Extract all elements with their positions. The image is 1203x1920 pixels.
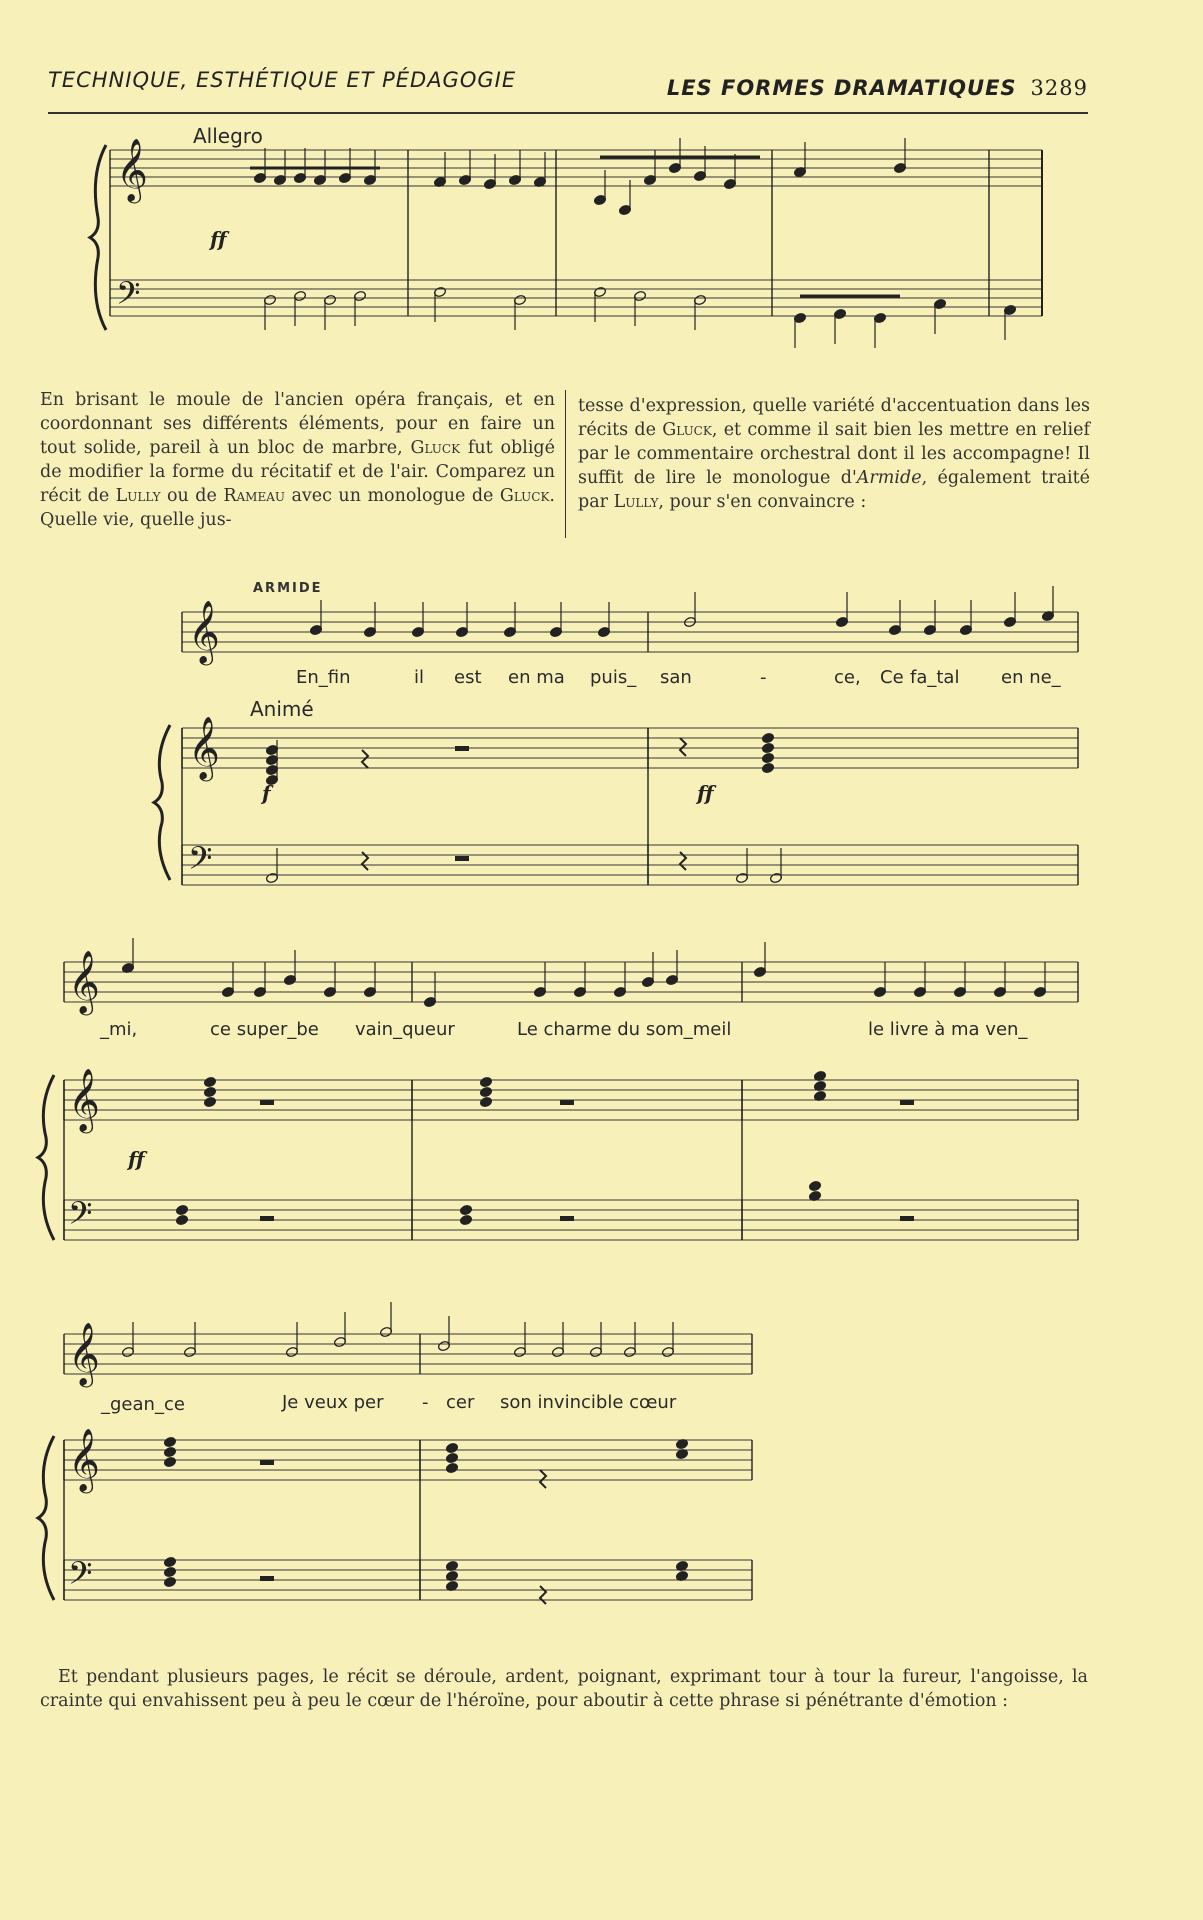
note-head [761, 752, 774, 763]
note-head [445, 1452, 458, 1463]
treble-clef: 𝄞 [68, 950, 100, 1013]
rest [362, 750, 368, 768]
brace [38, 1075, 54, 1240]
paragraph1-left-run: Gluck [410, 438, 461, 458]
paragraph1-right-run: Gluck [662, 420, 712, 440]
paragraph1-left-run: avec un monologue de [284, 486, 500, 506]
whole-rest [455, 746, 469, 751]
lyric-1-8: ce, [834, 667, 861, 688]
paragraph1-left-run: ou de [160, 486, 224, 506]
staff-lines [64, 150, 1078, 1600]
note-head [459, 1214, 472, 1225]
note-head [479, 1086, 492, 1097]
note-head [163, 1566, 176, 1577]
note-head [761, 762, 774, 773]
running-head-right-title: LES FORMES DRAMATIQUES [666, 76, 1017, 100]
lyric-3-5: son invincible cœur [500, 1392, 677, 1413]
whole-rest [560, 1100, 574, 1105]
lyric-1-4: en ma [508, 667, 565, 688]
tempo-allegro: Allegro [193, 124, 263, 148]
note-head [175, 1204, 188, 1215]
whole-rest [260, 1460, 274, 1465]
paragraph1-left-run: fut obligé de modifier la forme du récitatif et de l'air. Comparez un récit de [40, 438, 555, 506]
tempo-anime: Animé [250, 697, 314, 721]
note-head [445, 1442, 458, 1453]
brace [90, 145, 106, 330]
closing-paragraph: Et pendant plusieurs pages, le récit se déroule, ardent, poignant, exprimant tour à tour la fureur, l'angoisse, la crainte qui envahissent peu à peu le cœur de l'héroïne, pour aboutir à cette phrase si pénétrante d'émotion : [40, 1667, 1088, 1711]
paragraph1-right-run: , également traité par [578, 468, 1090, 512]
note-head [163, 1456, 176, 1467]
paragraph1-right-run: tesse d'expression, quelle variété d'accentuation dans les récits de [578, 396, 1090, 440]
note-head [163, 1446, 176, 1457]
notes [121, 138, 1054, 1604]
whole-rest [900, 1216, 914, 1221]
treble-clef: 𝄞 [68, 1322, 100, 1385]
note-head [761, 742, 774, 753]
note-head [163, 1556, 176, 1567]
note-head [203, 1086, 216, 1097]
rest [540, 1586, 546, 1604]
bass-clef: 𝄢 [68, 1555, 93, 1599]
whole-rest [260, 1100, 274, 1105]
paragraph1-right-run: , pour s'en convaincre : [658, 492, 867, 512]
dynamic-ff-sys2: ff [128, 1147, 145, 1171]
lyric-1-11: en ne_ [1001, 667, 1061, 688]
note-head [761, 732, 774, 743]
note-head [163, 1576, 176, 1587]
whole-rest [260, 1576, 274, 1581]
dynamic-ff-sys1: ff [697, 781, 714, 805]
brace [154, 725, 170, 880]
lyric-2-4: Le charme du som_meil [517, 1019, 732, 1040]
lyric-3-2: Je veux per [282, 1392, 384, 1413]
lyric-2-5: le livre à ma ven_ [868, 1019, 1028, 1040]
note-head [459, 1204, 472, 1215]
lyric-1-7: - [760, 667, 767, 688]
note-head [203, 1076, 216, 1087]
lyric-1-9: Ce [880, 667, 904, 688]
note-head [808, 1180, 821, 1191]
whole-rest [455, 856, 469, 861]
treble-clef: 𝄞 [68, 1068, 100, 1131]
note-head [479, 1096, 492, 1107]
lyric-2-1: _mi, [100, 1019, 138, 1040]
lyric-1-1: En_fin [296, 667, 351, 688]
note-head [175, 1214, 188, 1225]
lyric-2-2: ce super_be [210, 1019, 319, 1040]
paragraph1-right-run: Armide [856, 468, 922, 488]
role-armide: ARMIDE [253, 581, 323, 596]
bass-clef: 𝄢 [188, 840, 213, 884]
dynamic-f: f [262, 781, 271, 805]
treble-clef: 𝄞 [188, 716, 220, 779]
treble-clef: 𝄞 [68, 1428, 100, 1491]
lyric-3-1: _gean_ce [101, 1394, 185, 1415]
running-head-left-title: TECHNIQUE, ESTHÉTIQUE ET PÉDAGOGIE [48, 68, 517, 92]
clefs [68, 138, 220, 1599]
lyric-2-3: vain_queur [355, 1019, 455, 1040]
paragraph1-right-run: Lully [613, 492, 659, 512]
whole-rest [560, 1216, 574, 1221]
dynamic-ff-top: ff [210, 227, 227, 251]
lyric-1-5: puis_ [590, 667, 637, 688]
page-number: 3289 [1030, 76, 1088, 100]
paragraph1-left-run: En brisant le moule de l'ancien opéra français, et en coordonnant ses différents éléments, pour en faire un tout solide, pareil à un bloc de marbre, [40, 390, 555, 458]
note-head [445, 1462, 458, 1473]
lyric-3-3: - [422, 1392, 429, 1413]
paragraph1-right-run: , et comme il sait bien les mettre en relief par le commentaire orchestral dont il les accompagne! Il suffit de lire le monologue d' [578, 420, 1090, 488]
treble-clef: 𝄞 [188, 600, 220, 663]
treble-clef: 𝄞 [116, 138, 148, 201]
rest [540, 1470, 546, 1488]
bass-clef: 𝄢 [116, 275, 141, 319]
paragraph1-left-run: Rameau [223, 486, 285, 506]
note-head [479, 1076, 492, 1087]
paragraph1-left-run: Lully [115, 486, 161, 506]
lyric-1-10: fa_tal [910, 667, 960, 688]
lyric-3-4: cer [446, 1392, 475, 1413]
lyric-1-6: san [660, 667, 692, 688]
rest [680, 738, 686, 756]
whole-rest [900, 1100, 914, 1105]
whole-rest [260, 1216, 274, 1221]
lyric-1-3: est [454, 667, 482, 688]
lyric-1-2: il [414, 667, 425, 688]
brace [38, 1436, 54, 1600]
note-head [163, 1436, 176, 1447]
paragraph1-left-run: . Quelle vie, quelle jus- [40, 486, 555, 530]
paragraph1-left-run: Gluck [499, 486, 550, 506]
bass-clef: 𝄢 [68, 1195, 93, 1239]
note-head [203, 1096, 216, 1107]
